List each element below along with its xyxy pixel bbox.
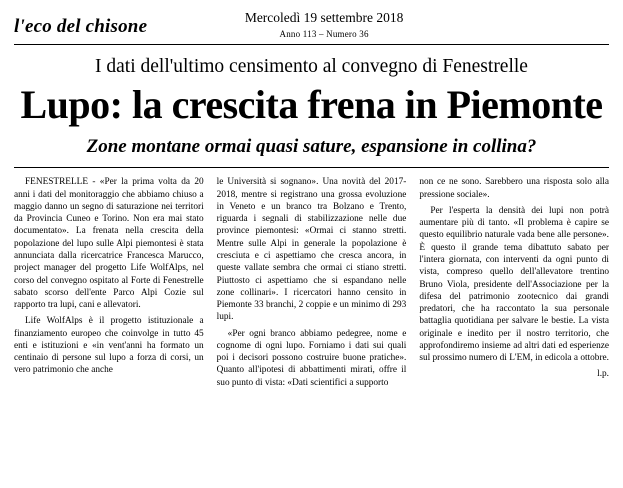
article-subheadline: Zone montane ormai quasi sature, espansione in collina? [86, 135, 537, 157]
article-kicker: I dati dell'ultimo censimento al convegno di Fenestrelle [95, 56, 528, 78]
publication-date: Mercoledì 19 settembre 2018 [244, 10, 404, 25]
paragraph: le Università si sognano». Una novità del 2017-2018, mentre si registrano una grossa evoluzione in Veneto e un branco tra Bolzano e Trento, riguarda i segnali di stabilizzazione nelle due province piemontesi: «Ormai ci stanno stretti. Mentre sulle Alpi in generale la popolazione è cresciuta e ci aspettiamo che cresca ancora, in queste vallate sembra che ormai ci stiano stretti. Piuttosto ci aspettiamo che si espandano nelle zone collinari». I ricercatori hanno censito in Piemonte 33 branchi, 2 coppie e un minimo di 293 lupi. [216, 177, 407, 323]
article-body [14, 176, 609, 393]
paragraph: FENESTRELLE - «Per la prima volta da 20 anni i dati del monitoraggio che abbiamo chiuso a maggio danno un segno di saturazione nei territori da Provincia Cuneo e Torino. Non era mai stato documentato». La frenata nella crescita della popolazione del lupo sulle Alpi piemontesi è stata annunciata dalla ricercatrice Francesca Marucco, project manager del progetto Life WolfAlps, nel corso del convegno ospitato al Forte di Fenestrelle sabato scorso dell'ente Parco Alpi Cozie sul rapporto tra lupi, cani e allevatori. [14, 177, 204, 311]
paragraph: Per l'esperta la densità dei lupi non potrà aumentare più di tanto. «Il problema è capire se questo equilibrio naturale vada bene alle persone». È questo il grande tema dibattuto sabato per l'intera giornata, con interventi da ogni punto di vista, compreso quello dell'allevatore trentino Bruno Viola, presidente dell'Associazione per la difesa del patrimonio zootecnico dai grandi predatori, che ha raccontato la sua personale battaglia quotidiana per salvare le bestie. La vista originale e inedito per il nostro territorio, che approfondiremo insieme ad altri dati ed esperienze sul prossimo numero di L'EM, in edicola a ottobre. [419, 205, 610, 364]
article-headline: Lupo: la crescita frena in Piemonte [20, 81, 603, 127]
newspaper-logo: l'eco del chisone [14, 16, 148, 37]
paragraph: Life WolfAlps è il progetto istituzionale a finanziamento europeo che coinvolge in tutto 45 enti e istituzioni e «in vent'anni ha formato un centinaio di persone sul lupo a forza di corsi, un vero patrimonio che anche [14, 316, 204, 376]
masthead-center [159, 10, 489, 40]
article-column-1 [14, 176, 204, 393]
article-column-2 [217, 176, 407, 393]
divider-rule [14, 167, 609, 168]
masthead [14, 10, 609, 45]
article-column-3 [419, 176, 609, 393]
paragraph: non ce ne sono. Sarebbero una risposta solo alla pressione sociale». [419, 177, 610, 200]
issue-number: Anno 113 – Numero 36 [279, 28, 369, 39]
paragraph: «Per ogni branco abbiamo pedegree, nome e cognome di ogni lupo. Forniamo i dati sui quali poi i decisori possono costruire buone pratiche». Quanto all'ipotesi di abbattimenti mirati, offre il suo punto di vista: «Dati scientifici a supporto [216, 328, 407, 388]
author-signature: l.p. [597, 369, 610, 380]
